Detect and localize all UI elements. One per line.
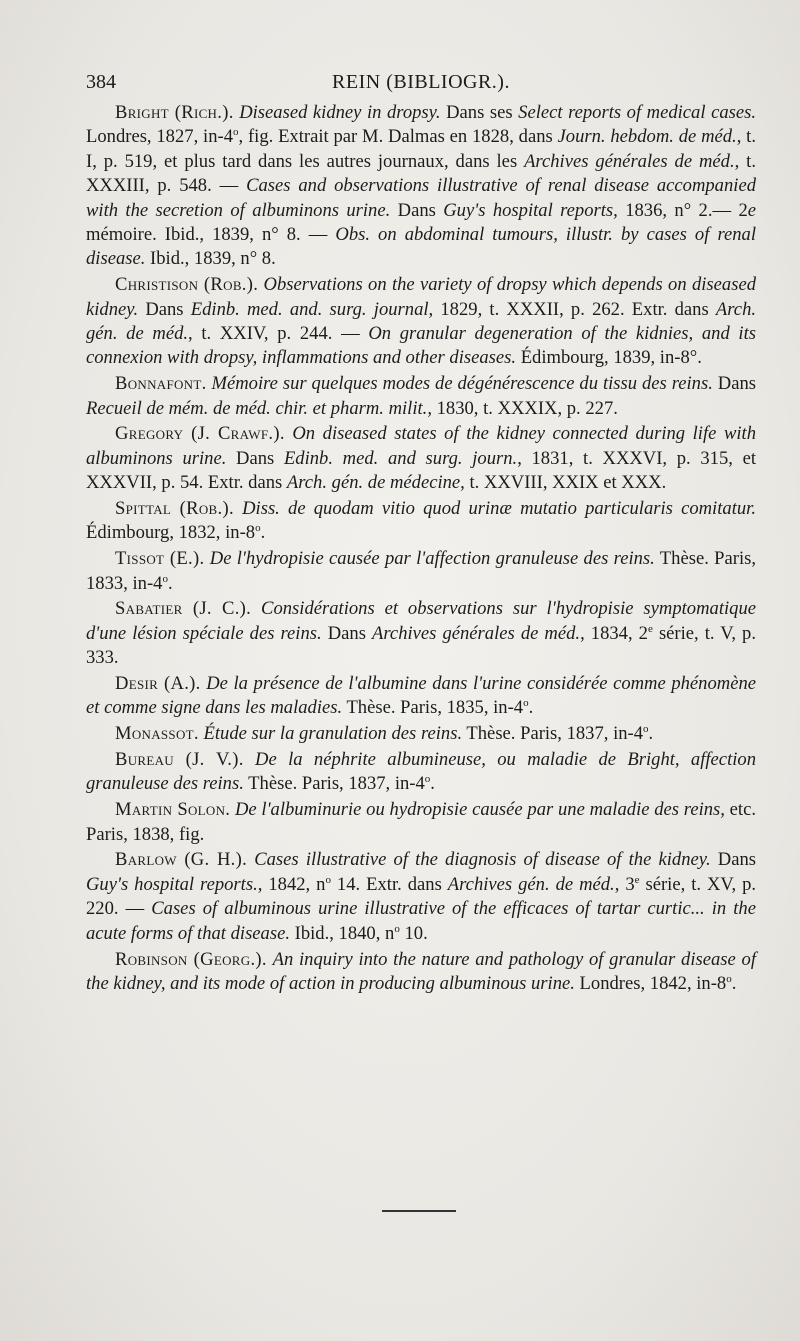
- page-header: [86, 71, 756, 99]
- bibliography-entry: Barlow (G. H.). Cases illustrative of the diagnosis of disease of the kidney. Dans Guy's hospital reports., 1842, $n^o$ 14. Extr. dans Archives gén. de méd., 3e série, t. XV, p. 220. — Cases of albuminous urine illustrative of the efficaces of tartar curtic... in the acute forms of that disease. Ibid., 1840, $n^o$ 10.: [86, 849, 757, 944]
- bibliography-entry: Monassot. Étude sur la granulation des reins. Thèse. Paris, 1837, in-4$^o$.: [115, 723, 654, 745]
- bibliography-entry: Bonnafont. Mémoire sur quelques modes de dégénérescence du tissu des reins. Dans Recueil de mém. de méd. chir. et pharm. milit., 1830, t. XXXIX, p. 227.: [86, 373, 756, 419]
- entry-author: Sabatier (J. C.).: [115, 598, 252, 620]
- bibliography-entry: Bureau (J. V.). De la néphrite albumineuse, ou maladie de Bright, affection granuleuse des reins. Thèse. Paris, 1837, in-4$^o$.: [86, 749, 756, 795]
- entry-author: Bureau (J. V.).: [115, 749, 244, 771]
- bibliography-entry: Christison (Rob.). Observations on the variety of dropsy which depends on diseased kidney. Dans Edinb. med. and. surg. journal, 1829, t. XXXII, p. 262. Extr. dans Arch. gén. de méd., t. XXIV, p. 244. — On granular degeneration of the kidnies, and its connexion with dropsy, inflammations and other diseases. Édimbourg, 1839, in-8°.: [86, 274, 757, 369]
- closing-rule: [382, 1210, 456, 1212]
- bibliography-entry: Bright (Rich.). Diseased kidney in dropsy. Dans ses Select reports of medical cases. Londres, 1827, in-4$^o$, fig. Extrait par M. Dalmas en 1828, dans Journ. hebdom. de méd., t. I, p. 519, et plus tard dans les autres journaux, dans les Archives générales de méd., t. XXXIII, p. 548. — Cases and observations illustrative of renal disease accompanied with the secretion of albuminons urine. Dans Guy's hospital reports, 1836, n° 2.— 2e mémoire. Ibid., 1839, n° 8. — Obs. on abdominal tumours, illustr. by cases of renal disease. Ibid., 1839, n° 8.: [86, 102, 757, 270]
- entry-author: Desir (A.).: [115, 673, 201, 695]
- bibliography-list: [86, 101, 756, 998]
- bibliography-entry: Desir (A.). De la présence de l'albumine dans l'urine considérée comme phénomène et comme signe dans les maladies. Thèse. Paris, 1835, in-4$^o$.: [86, 673, 757, 719]
- entry-author: Spittal (Rob.).: [115, 498, 234, 520]
- bibliography-entry: Spittal (Rob.). Diss. de quodam vitio quod urinæ mutatio particularis comitatur. Édimbourg, 1832, in-8$^o$.: [86, 498, 756, 544]
- page-number: 384: [86, 71, 116, 93]
- entry-author: Gregory (J. Crawf.).: [115, 423, 285, 445]
- entry-author: Bright (Rich.).: [115, 102, 234, 123]
- entry-author: Barlow (G. H.).: [115, 849, 248, 871]
- bibliography-entry: Gregory (J. Crawf.). On diseased states of the kidney connected during life with albuminons urine. Dans Edinb. med. and surg. journ., 1831, t. XXXVI, p. 315, et XXXVII, p. 54. Extr. dans Arch. gén. de médecine, t. XXVIII, XXIX et XXX.: [86, 423, 756, 494]
- entry-author: Monassot.: [115, 723, 199, 745]
- running-head: REIN (BIBLIOGR.).: [332, 71, 510, 93]
- entry-author: Martin Solon.: [115, 799, 231, 821]
- entry-author: Tissot (E.).: [115, 548, 205, 570]
- entry-author: Bonnafont.: [115, 373, 207, 395]
- bibliography-entry: Tissot (E.). De l'hydropisie causée par l'affection granuleuse des reins. Thèse. Paris, 1833, in-4$^o$.: [86, 548, 756, 594]
- bibliography-entry: Robinson (Georg.). An inquiry into the nature and pathology of granular disease of the kidney, and its mode of action in producing albuminous urine. Londres, 1842, in-8$^o$.: [86, 948, 756, 994]
- entry-author: Robinson (Georg.).: [115, 948, 267, 970]
- entry-author: Christison (Rob.).: [115, 274, 259, 296]
- bibliography-entry: Martin Solon. De l'albuminurie ou hydropisie causée par une maladie des reins, etc. Paris, 1838, fig.: [86, 799, 756, 845]
- bibliography-entry: Sabatier (J. C.). Considérations et observations sur l'hydropisie symptomatique d'une lésion spéciale des reins. Dans Archives générales de méd., 1834, 2e série, t. V, p. 333.: [86, 598, 756, 669]
